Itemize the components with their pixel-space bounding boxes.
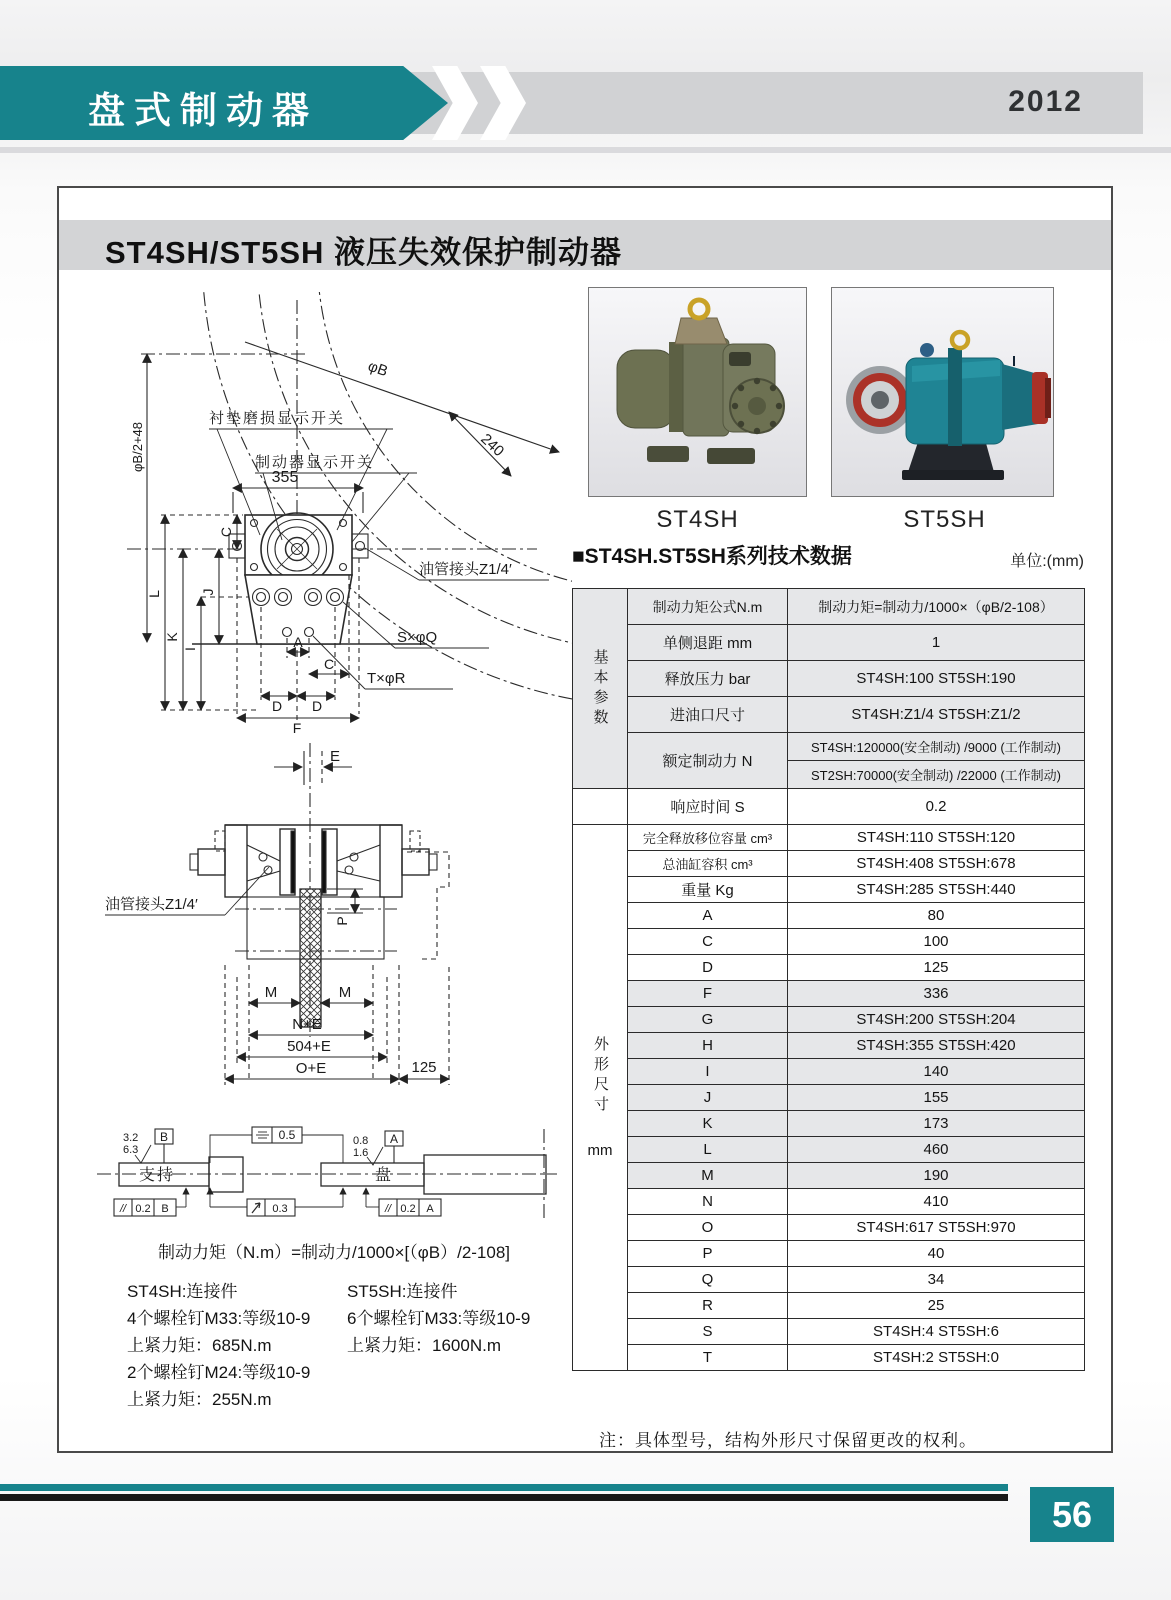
row-label: L <box>628 1137 788 1163</box>
footnote: 注：具体型号，结构外形尺寸保留更改的权利。 <box>599 1431 977 1450</box>
row-label: H <box>628 1033 788 1059</box>
group-basic-params: 基本参数 <box>573 589 628 789</box>
row-value: ST4SH:285 ST5SH:440 <box>788 877 1085 903</box>
disc-shaft-label: 盘 <box>375 1167 392 1184</box>
table-row <box>573 1059 1085 1085</box>
drawing-side-view <box>97 737 572 1092</box>
row-label: D <box>628 955 788 981</box>
header-divider <box>0 147 1171 153</box>
connector-line: 上紧力矩：685N.m <box>127 1336 272 1355</box>
st4sh-connector-note <box>127 1278 310 1413</box>
row-label: J <box>628 1085 788 1111</box>
row-value: 140 <box>788 1059 1085 1085</box>
page-title: ST4SH/ST5SH 液压失效保护制动器 <box>105 235 623 270</box>
row-label: 额定制动力 N <box>628 733 788 789</box>
dim-P: P <box>334 916 350 926</box>
spec-table-wrapper <box>572 588 1085 1371</box>
parallelism-left-datum: B <box>161 1203 169 1215</box>
group-dims-unit: mm <box>587 1142 613 1159</box>
row-value: ST4SH:100 ST5SH:190 <box>788 661 1085 697</box>
row-label: 重量 Kg <box>628 877 788 903</box>
row-label: K <box>628 1111 788 1137</box>
spec-table <box>572 588 1085 1371</box>
row-value: ST4SH:Z1/4 ST5SH:Z1/2 <box>788 697 1085 733</box>
dim-C: C <box>218 526 234 538</box>
row-value: 155 <box>788 1085 1085 1111</box>
datum-b-label: B <box>159 1130 169 1144</box>
row-value: ST4SH:617 ST5SH:970 <box>788 1215 1085 1241</box>
braking-torque-formula: 制动力矩（N.m）=制动力/1000×[（φB）/2-108] <box>157 1243 511 1262</box>
st5sh-connector-note <box>347 1278 530 1359</box>
roughness-63: 6.3 <box>123 1144 139 1156</box>
row-value: 0.2 <box>788 789 1085 825</box>
row-value: 40 <box>788 1241 1085 1267</box>
row-value: 173 <box>788 1111 1085 1137</box>
row-label: A <box>628 903 788 929</box>
parallelism-right-symbol: // <box>384 1203 392 1215</box>
row-label: I <box>628 1059 788 1085</box>
row-value: ST4SH:4 ST5SH:6 <box>788 1319 1085 1345</box>
table-row <box>573 733 1085 761</box>
table-row <box>573 589 1085 625</box>
callout-brake-switch: 制动器显示开关 <box>255 454 375 471</box>
dim-E: E <box>330 748 341 765</box>
callout-oil-port: 油管接头Z1/4′ <box>419 561 512 578</box>
symmetry-tolerance-value: 0.5 <box>278 1128 296 1142</box>
content-box <box>57 186 1113 1453</box>
row-label: 完全释放移位容量 cm³ <box>628 825 788 851</box>
row-value: 80 <box>788 903 1085 929</box>
product-category: 盘式制动器 <box>88 90 318 131</box>
row-label: O <box>628 1215 788 1241</box>
connector-line: 2个螺栓钉M24:等级10-9 <box>127 1363 311 1382</box>
dim-I: I <box>182 647 198 651</box>
row-label: S <box>628 1319 788 1345</box>
dim-M2: M <box>338 984 352 1001</box>
dim-A: A <box>293 634 303 650</box>
table-row <box>573 1241 1085 1267</box>
support-shaft-label: 支持 <box>139 1167 176 1184</box>
row-value: ST4SH:110 ST5SH:120 <box>788 825 1085 851</box>
row-label: G <box>628 1007 788 1033</box>
parallelism-right-value: 0.2 <box>400 1203 416 1215</box>
row-value: 190 <box>788 1163 1085 1189</box>
dim-NE: N+E <box>292 1016 322 1033</box>
dim-J: J <box>200 588 216 596</box>
row-value: 410 <box>788 1189 1085 1215</box>
row-value: 336 <box>788 981 1085 1007</box>
connector-title: ST5SH:连接件 <box>347 1282 458 1301</box>
dim-L: L <box>146 590 162 598</box>
table-row <box>573 981 1085 1007</box>
table-row <box>573 1345 1085 1371</box>
roughness-32: 3.2 <box>123 1132 139 1144</box>
table-row <box>573 851 1085 877</box>
table-unit: 单位:(mm) <box>1010 553 1084 570</box>
table-row <box>573 903 1085 929</box>
row-label: T <box>628 1345 788 1371</box>
footer-black-rule <box>0 1494 1008 1501</box>
row-value: 制动力矩=制动力/1000×（φB/2-108） <box>788 589 1085 625</box>
row-value: ST4SH:120000(安全制动) /9000 (工作制动) <box>788 733 1085 761</box>
row-value: 1 <box>788 625 1085 661</box>
datum-a-label: A <box>389 1132 399 1146</box>
page-number: 56 <box>1030 1487 1114 1542</box>
dim-504E: 504+E <box>287 1038 331 1055</box>
table-row <box>573 625 1085 661</box>
footer-teal-rule <box>0 1484 1008 1491</box>
roughness-08: 0.8 <box>353 1135 369 1147</box>
row-value: ST4SH:2 ST5SH:0 <box>788 1345 1085 1371</box>
section-title-band <box>59 220 1111 270</box>
dim-D2: D <box>311 698 323 714</box>
row-label: R <box>628 1293 788 1319</box>
parallelism-right-datum: A <box>426 1203 434 1215</box>
dim-F: F <box>292 720 302 736</box>
connector-title: ST4SH:连接件 <box>127 1282 238 1301</box>
table-row <box>573 1267 1085 1293</box>
dim-M1: M <box>264 984 278 1001</box>
st4sh-photo-illustration <box>589 288 806 496</box>
table-row <box>573 1319 1085 1345</box>
table-row <box>573 789 1085 825</box>
dim-125: 125 <box>411 1059 437 1076</box>
dim-phiB: φB <box>365 357 390 381</box>
row-label: Q <box>628 1267 788 1293</box>
table-title: ■ST4SH.ST5SH系列技术数据 <box>572 545 852 568</box>
row-label: 释放压力 bar <box>628 661 788 697</box>
catalog-year: 2012 <box>1008 85 1083 118</box>
row-label: 进油口尺寸 <box>628 697 788 733</box>
table-row <box>573 955 1085 981</box>
st4sh-product-photo <box>588 287 807 497</box>
st5sh-product-photo <box>831 287 1054 497</box>
drawing-shaft-tolerance <box>89 1087 569 1227</box>
row-label: N <box>628 1189 788 1215</box>
group-outline-dims <box>573 825 628 1371</box>
row-value: ST4SH:355 ST5SH:420 <box>788 1033 1085 1059</box>
table-row <box>573 1293 1085 1319</box>
drawing-front-view <box>97 292 572 737</box>
row-value: 460 <box>788 1137 1085 1163</box>
connector-line: 4个螺栓钉M33:等级10-9 <box>127 1309 311 1328</box>
row-label: F <box>628 981 788 1007</box>
photo-caption-st4sh: ST4SH <box>656 506 739 533</box>
table-row <box>573 929 1085 955</box>
callout-pad-wear-switch: 衬垫磨损显示开关 <box>209 410 346 427</box>
table-row <box>573 825 1085 851</box>
dim-240: 240 <box>477 430 508 460</box>
dim-D1: D <box>271 698 283 714</box>
table-row <box>573 1137 1085 1163</box>
dim-355: 355 <box>271 469 299 486</box>
row-value: 25 <box>788 1293 1085 1319</box>
table-row <box>573 1189 1085 1215</box>
group-dims-label: 外形尺寸 <box>592 1036 609 1116</box>
callout-s-holes: S×φQ <box>397 629 438 646</box>
table-row <box>573 1033 1085 1059</box>
row-value: 125 <box>788 955 1085 981</box>
dim-K: K <box>164 632 180 642</box>
table-row <box>573 697 1085 733</box>
row-label: 总油缸容积 cm³ <box>628 851 788 877</box>
parallelism-left-symbol: // <box>119 1203 127 1215</box>
connector-line: 6个螺栓钉M33:等级10-9 <box>347 1309 531 1328</box>
table-row <box>573 877 1085 903</box>
row-label: P <box>628 1241 788 1267</box>
row-label: 响应时间 S <box>628 789 788 825</box>
row-label: 制动力矩公式N.m <box>628 589 788 625</box>
table-row <box>573 1163 1085 1189</box>
st5sh-photo-illustration <box>832 288 1053 496</box>
table-row <box>573 1085 1085 1111</box>
roughness-16: 1.6 <box>353 1147 369 1159</box>
table-row <box>573 1007 1085 1033</box>
connector-line: 上紧力矩：1600N.m <box>347 1336 501 1355</box>
row-value: 34 <box>788 1267 1085 1293</box>
row-label: M <box>628 1163 788 1189</box>
table-row <box>573 661 1085 697</box>
row-value: ST4SH:200 ST5SH:204 <box>788 1007 1085 1033</box>
photo-caption-st5sh: ST5SH <box>903 506 986 533</box>
row-label: 单侧退距 mm <box>628 625 788 661</box>
table-row <box>573 1111 1085 1137</box>
callout-t-holes: T×φR <box>367 670 406 687</box>
connector-line: 上紧力矩：255N.m <box>127 1390 272 1409</box>
row-value: ST4SH:408 ST5SH:678 <box>788 851 1085 877</box>
runout-tolerance-value: 0.3 <box>272 1203 288 1215</box>
row-value: ST2SH:70000(安全制动) /22000 (工作制动) <box>788 761 1085 789</box>
row-label: C <box>628 929 788 955</box>
dim-phiB-half: φB/2+48 <box>130 422 145 472</box>
parallelism-left-value: 0.2 <box>135 1203 151 1215</box>
table-row <box>573 1215 1085 1241</box>
dim-OE: O+E <box>295 1060 327 1077</box>
dim-C2: C <box>323 656 335 672</box>
callout-oil-port: 油管接头Z1/4′ <box>105 896 198 913</box>
row-value: 100 <box>788 929 1085 955</box>
group-spacer <box>573 789 628 825</box>
